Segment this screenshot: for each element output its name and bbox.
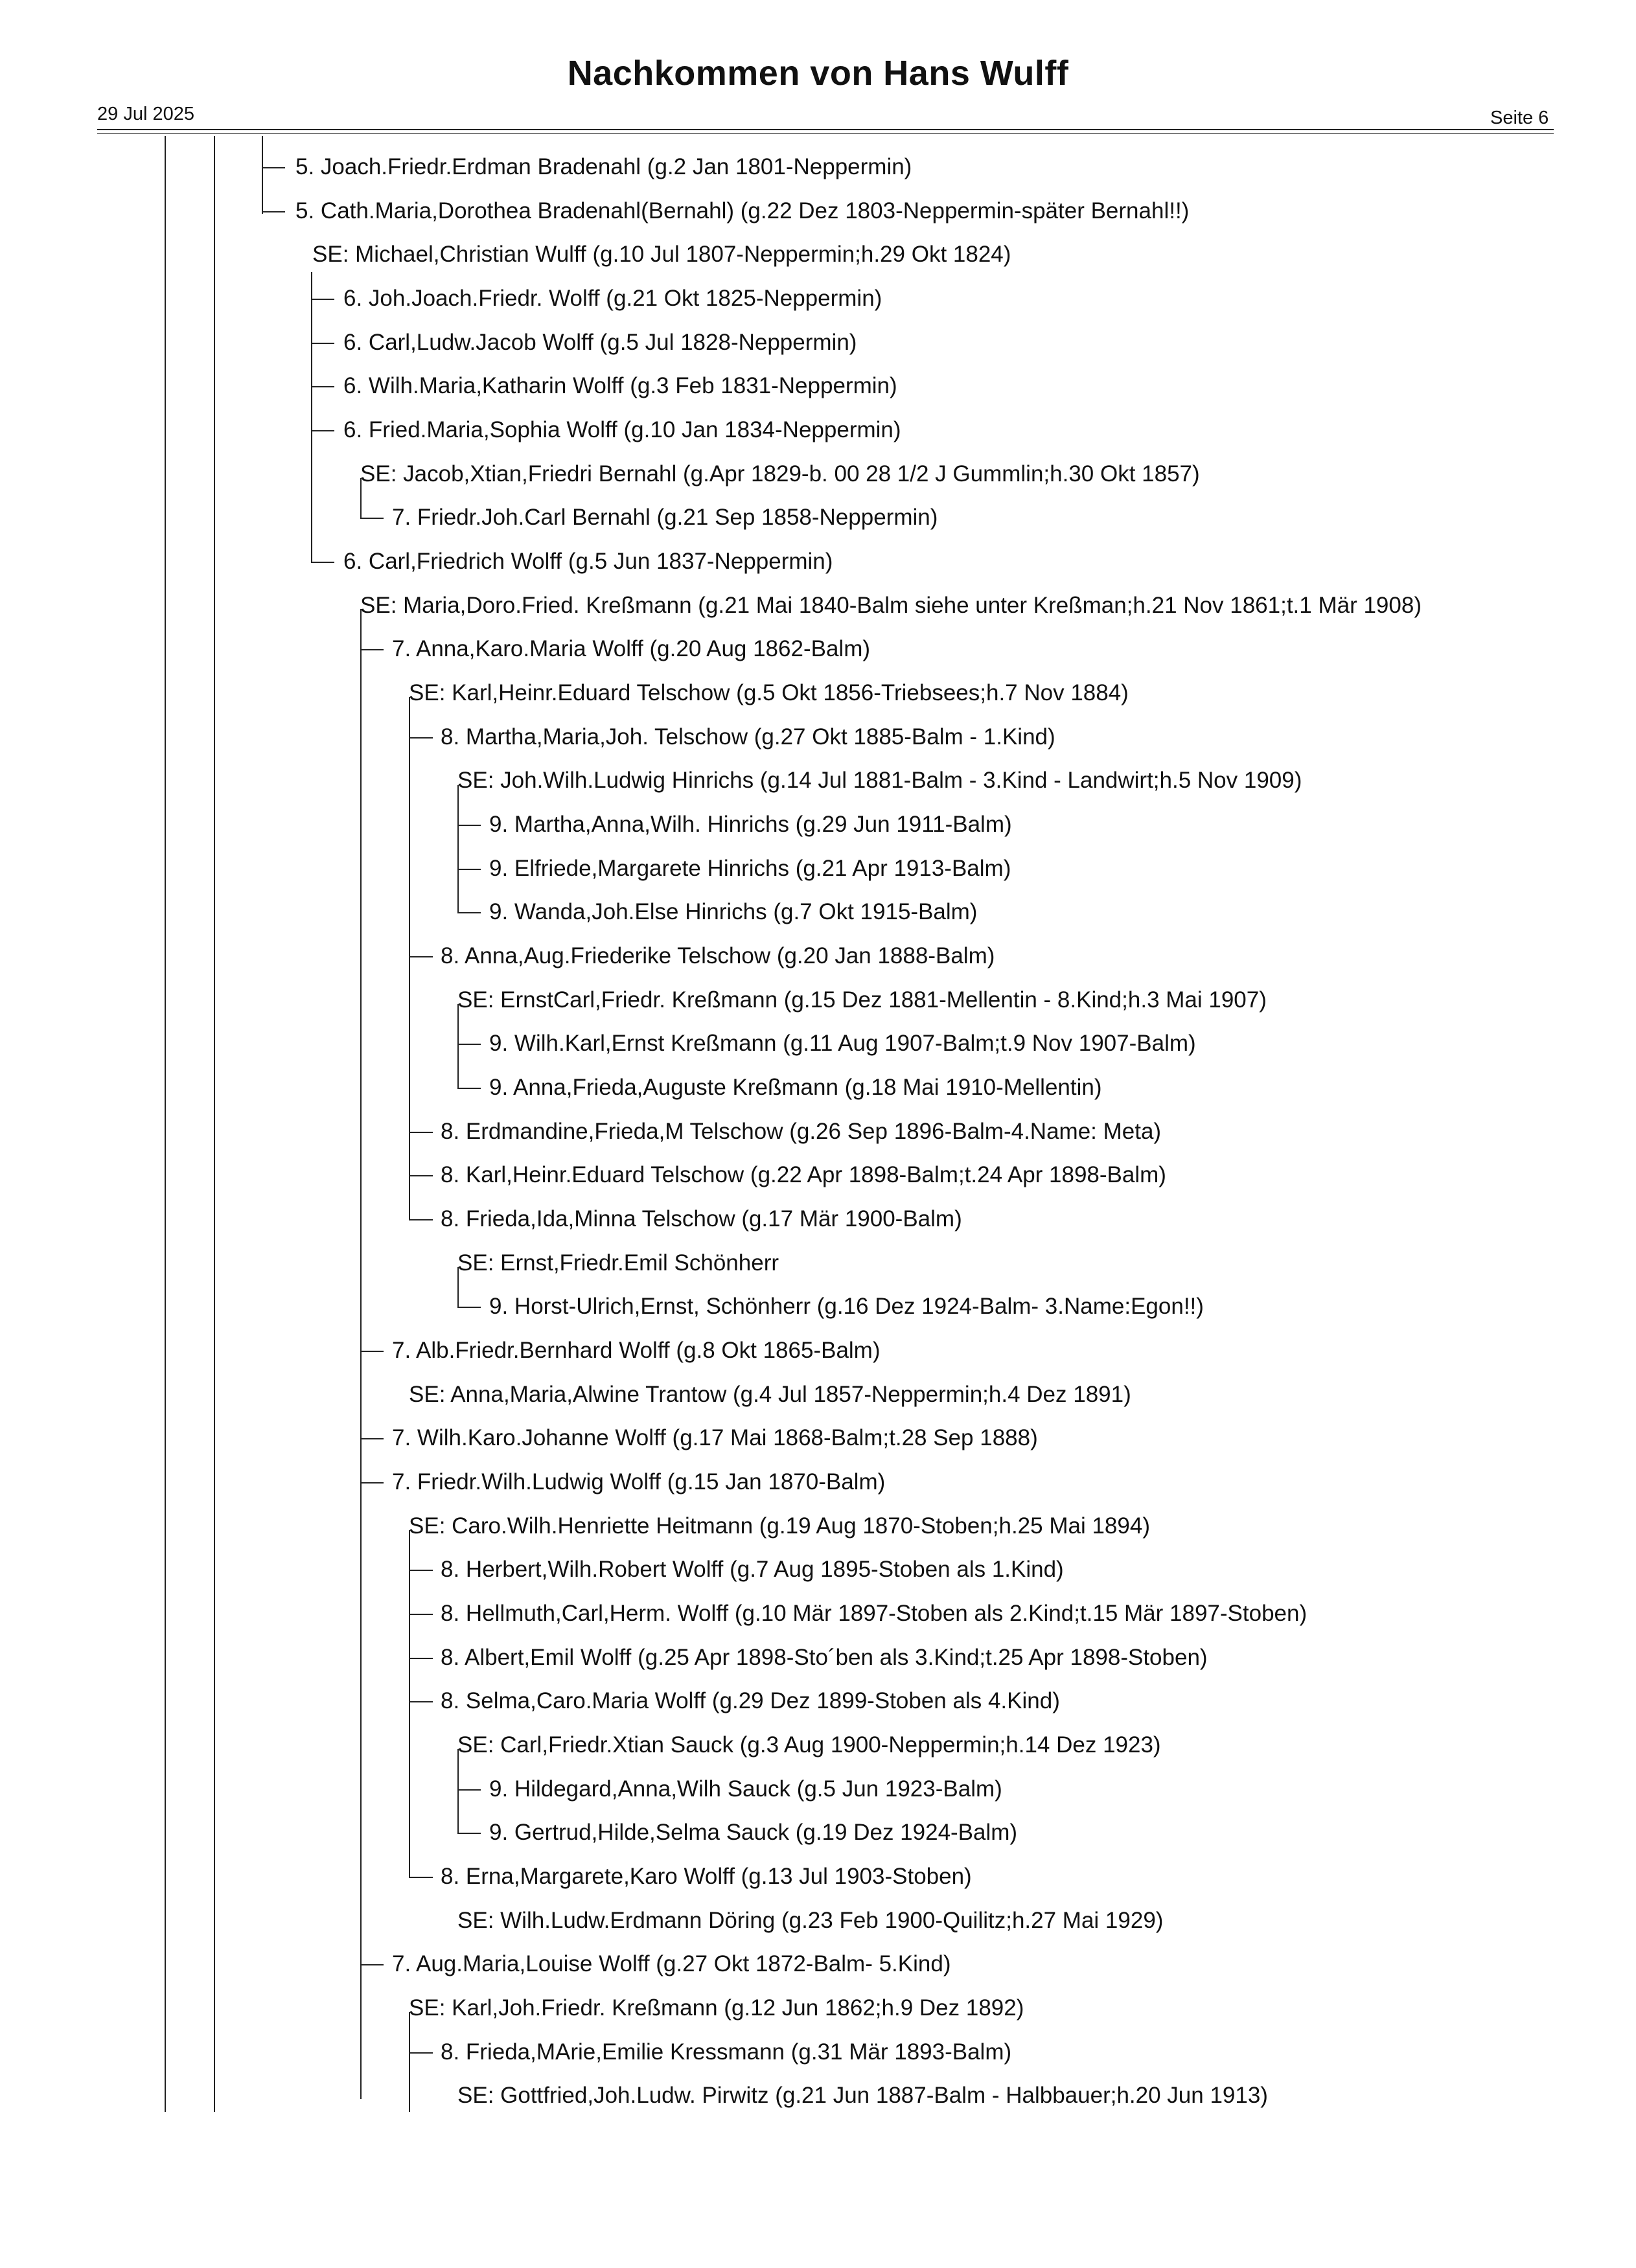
descendant-entry: 9. Gertrud,Hilde,Selma Sauck (g.19 Dez 1924-Balm) [489,1820,1018,1845]
spouse-entry: SE: Gottfried,Joh.Ludw. Pirwitz (g.21 Jun 1887-Balm - Halbbauer;h.20 Jun 1913) [457,2083,1268,2108]
spouse-entry: SE: Joh.Wilh.Ludwig Hinrichs (g.14 Jul 1881-Balm - 3.Kind - Landwirt;h.5 Nov 1909) [457,768,1302,793]
descendant-entry: 7. Alb.Friedr.Bernhard Wolff (g.8 Okt 1865-Balm) [392,1338,881,1363]
print-date: 29 Jul 2025 [97,104,194,124]
spouse-entry: SE: Carl,Friedr.Xtian Sauck (g.3 Aug 1900-Neppermin;h.14 Dez 1923) [457,1732,1161,1758]
descendant-entry: 8. Frieda,MArie,Emilie Kressmann (g.31 Mär 1893-Balm) [441,2039,1012,2065]
tree-branch-line [457,869,481,870]
tree-branch-line [409,1132,433,1133]
descendant-entry: 9. Anna,Frieda,Auguste Kreßmann (g.18 Mai 1910-Mellentin) [489,1075,1102,1100]
tree-branch-line [457,1088,481,1089]
descendant-entry: 8. Martha,Maria,Joh. Telschow (g.27 Okt 1885-Balm - 1.Kind) [441,724,1055,750]
tree-branch-line [409,1877,433,1878]
tree-branch-line [311,386,334,387]
spouse-entry: SE: Jacob,Xtian,Friedri Bernahl (g.Apr 1829-b. 00 28 1/2 J Gummlin;h.30 Okt 1857) [360,461,1200,487]
tree-branch-line [360,1438,384,1439]
tree-branch-line [360,518,384,519]
spouse-entry: SE: Maria,Doro.Fried. Kreßmann (g.21 Mai 1840-Balm siehe unter Kreßman;h.21 Nov 1861;t.1 Mär 1908) [360,593,1422,618]
tree-branch-line [457,1307,481,1308]
descendant-entry: 9. Elfriede,Margarete Hinrichs (g.21 Apr 1913-Balm) [489,856,1011,881]
descendant-entry: 8. Frieda,Ida,Minna Telschow (g.17 Mär 1900-Balm) [441,1206,962,1231]
tree-branch-line [409,2052,433,2054]
descendant-entry: 7. Friedr.Wilh.Ludwig Wolff (g.15 Jan 1870-Balm) [392,1469,886,1495]
tree-branch-line [409,1175,433,1176]
tree-branch-line [360,1482,384,1483]
spouse-entry: SE: Ernst,Friedr.Emil Schönherr [457,1250,779,1276]
spouse-entry: SE: Karl,Heinr.Eduard Telschow (g.5 Okt 1856-Triebsees;h.7 Nov 1884) [409,680,1129,705]
spouse-entry: SE: Anna,Maria,Alwine Trantow (g.4 Jul 1857-Neppermin;h.4 Dez 1891) [409,1382,1131,1407]
tree-branch-line [457,1833,481,1834]
spouse-entry: SE: ErnstCarl,Friedr. Kreßmann (g.15 Dez 1881-Mellentin - 8.Kind;h.3 Mai 1907) [457,987,1267,1013]
tree-branch-line [457,825,481,826]
tree-branch-line [409,1570,433,1571]
descendant-entry: 8. Erna,Margarete,Karo Wolff (g.13 Jul 1903-Stoben) [441,1864,972,1889]
tree-branch-line [409,1614,433,1615]
tree-branch-line [457,912,481,913]
descendant-entry: 9. Hildegard,Anna,Wilh Sauck (g.5 Jun 1923-Balm) [489,1776,1002,1802]
tree-branch-line [360,1351,384,1352]
tree-vertical-line [311,272,312,562]
descendant-entry: 6. Carl,Friedrich Wolff (g.5 Jun 1837-Neppermin) [343,549,833,574]
descendant-entry: 8. Selma,Caro.Maria Wolff (g.29 Dez 1899-Stoben als 4.Kind) [441,1688,1060,1713]
tree-vertical-line [262,136,263,214]
tree-vertical-line [457,1004,459,1088]
descendant-entry: 6. Carl,Ludw.Jacob Wolff (g.5 Jul 1828-Neppermin) [343,330,857,355]
tree-vertical-line [457,1749,459,1833]
page-number: Seite 6 [1490,108,1549,128]
tree-branch-line [262,211,285,212]
spouse-entry: SE: Michael,Christian Wulff (g.10 Jul 1807-Neppermin;h.29 Okt 1824) [312,242,1011,267]
descendant-entry: 8. Karl,Heinr.Eduard Telschow (g.22 Apr 1898-Balm;t.24 Apr 1898-Balm) [441,1162,1166,1187]
descendant-entry: 8. Anna,Aug.Friederike Telschow (g.20 Jan 1888-Balm) [441,943,995,968]
descendant-entry: 8. Hellmuth,Carl,Herm. Wolff (g.10 Mär 1897-Stoben als 2.Kind;t.15 Mär 1897-Stoben) [441,1601,1308,1626]
descendant-entry: 6. Wilh.Maria,Katharin Wolff (g.3 Feb 1831-Neppermin) [343,373,897,398]
tree-vertical-line [409,1530,410,1877]
tree-branch-line [409,956,433,957]
tree-branch-line [409,1701,433,1702]
spouse-entry: SE: Karl,Joh.Friedr. Kreßmann (g.12 Jun 1862;h.9 Dez 1892) [409,1995,1024,2021]
descendant-entry: 9. Horst-Ulrich,Ernst, Schönherr (g.16 Dez 1924-Balm- 3.Name:Egon!!) [489,1294,1204,1319]
descendant-entry: 7. Anna,Karo.Maria Wolff (g.20 Aug 1862-Balm) [392,636,871,661]
header-rule-lower [97,133,1554,134]
tree-branch-line [360,1964,384,1965]
descendant-entry: 7. Wilh.Karo.Johanne Wolff (g.17 Mai 1868-Balm;t.28 Sep 1888) [392,1425,1038,1450]
descendant-entry: 5. Cath.Maria,Dorothea Bradenahl(Bernahl) (g.22 Dez 1803-Neppermin-später Bernahl!!) [295,198,1190,223]
descendant-entry: 5. Joach.Friedr.Erdman Bradenahl (g.2 Jan 1801-Neppermin) [295,154,912,179]
descendant-entry: 6. Joh.Joach.Friedr. Wolff (g.21 Okt 1825-Neppermin) [343,286,882,311]
tree-branch-line [311,343,334,344]
tree-vertical-line [409,697,410,1219]
tree-branch-line [409,737,433,739]
tree-vertical-line [457,785,459,912]
header-rule [97,129,1554,130]
tree-branch-line [457,1789,481,1791]
descendant-entry: 8. Erdmandine,Frieda,M Telschow (g.26 Sep 1896-Balm-4.Name: Meta) [441,1119,1162,1144]
spouse-entry: SE: Caro.Wilh.Henriette Heitmann (g.19 Aug 1870-Stoben;h.25 Mai 1894) [409,1513,1150,1539]
page-title: Nachkommen von Hans Wulff [567,54,1069,93]
tree-branch-line [311,430,334,431]
spouse-entry: SE: Wilh.Ludw.Erdmann Döring (g.23 Feb 1900-Quilitz;h.27 Mai 1929) [457,1908,1164,1933]
descendant-entry: 9. Wilh.Karl,Ernst Kreßmann (g.11 Aug 1907-Balm;t.9 Nov 1907-Balm) [489,1031,1196,1056]
tree-branch-line [457,1044,481,1045]
descendant-entry: 8. Herbert,Wilh.Robert Wolff (g.7 Aug 1895-Stoben als 1.Kind) [441,1557,1064,1582]
descendant-entry: 9. Martha,Anna,Wilh. Hinrichs (g.29 Jun 1911-Balm) [489,812,1012,837]
tree-vertical-line [409,2012,410,2112]
tree-branch-line [311,299,334,300]
tree-vertical-line [165,136,166,2112]
tree-branch-line [360,649,384,650]
tree-branch-line [262,167,285,168]
tree-vertical-line [214,136,215,2112]
tree-branch-line [409,1658,433,1659]
tree-branch-line [311,562,334,563]
descendant-entry: 7. Friedr.Joh.Carl Bernahl (g.21 Sep 1858-Neppermin) [392,505,938,530]
descendant-entry: 9. Wanda,Joh.Else Hinrichs (g.7 Okt 1915-Balm) [489,899,978,924]
tree-branch-line [409,1219,433,1220]
descendant-entry: 6. Fried.Maria,Sophia Wolff (g.10 Jan 1834-Neppermin) [343,417,901,442]
descendant-entry: 8. Albert,Emil Wolff (g.25 Apr 1898-Sto´ben als 3.Kind;t.25 Apr 1898-Stoben) [441,1645,1208,1670]
descendant-entry: 7. Aug.Maria,Louise Wolff (g.27 Okt 1872-Balm- 5.Kind) [392,1951,951,1976]
tree-vertical-line [360,609,362,2099]
